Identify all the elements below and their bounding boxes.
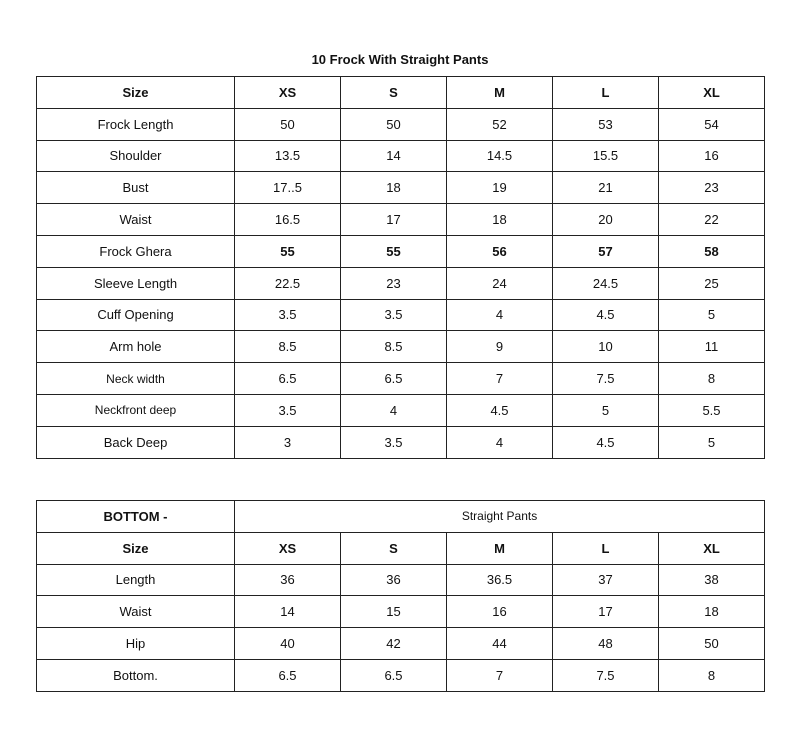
table-cell: 50: [235, 108, 341, 140]
table-cell: 21: [553, 172, 659, 204]
table-cell: 7.5: [553, 659, 659, 691]
table-row: [37, 140, 765, 172]
header-cell: Size: [37, 532, 235, 564]
row-label: Neckfront deep: [37, 394, 235, 426]
header-cell: M: [447, 532, 553, 564]
table-cell: 18: [659, 596, 765, 628]
table-cell: 10: [553, 331, 659, 363]
table-cell: 52: [447, 108, 553, 140]
table-cell: 11: [659, 331, 765, 363]
table-cell: 4: [341, 394, 447, 426]
table-cell: 17: [341, 204, 447, 236]
table-cell: 8.5: [235, 331, 341, 363]
table-row: [37, 299, 765, 331]
table-cell: 14: [235, 596, 341, 628]
table-row: [37, 426, 765, 458]
table-cell: 15: [341, 596, 447, 628]
header-row: [37, 77, 765, 109]
table-cell: 44: [447, 628, 553, 660]
row-label: Waist: [37, 204, 235, 236]
header-cell: XL: [659, 532, 765, 564]
table-cell: 4.5: [447, 394, 553, 426]
table-cell: 4: [447, 426, 553, 458]
table-cell: 54: [659, 108, 765, 140]
row-label: Frock Ghera: [37, 235, 235, 267]
table-cell: 58: [659, 235, 765, 267]
table-cell: 16.5: [235, 204, 341, 236]
header-cell: XL: [659, 77, 765, 109]
table-cell: 18: [447, 204, 553, 236]
table-cell: 56: [447, 235, 553, 267]
table-cell: 7: [447, 659, 553, 691]
table-cell: 5: [659, 299, 765, 331]
table-cell: 14: [341, 140, 447, 172]
table-cell: 5: [553, 394, 659, 426]
table-cell: 16: [659, 140, 765, 172]
table-cell: 5.5: [659, 394, 765, 426]
table-row: [37, 108, 765, 140]
header-cell: S: [341, 532, 447, 564]
header-cell: M: [447, 77, 553, 109]
table-row: [37, 659, 765, 691]
table-cell: 15.5: [553, 140, 659, 172]
table-cell: 42: [341, 628, 447, 660]
table-cell: 4.5: [553, 299, 659, 331]
table-cell: 20: [553, 204, 659, 236]
row-label: Hip: [37, 628, 235, 660]
table-cell: 6.5: [235, 659, 341, 691]
table-cell: 3.5: [235, 394, 341, 426]
header-cell: S: [341, 77, 447, 109]
header-cell: XS: [235, 532, 341, 564]
table-cell: 24.5: [553, 267, 659, 299]
table-cell: 22.5: [235, 267, 341, 299]
table-cell: 37: [553, 564, 659, 596]
row-label: Length: [37, 564, 235, 596]
bottom-size-chart: [36, 500, 765, 692]
table-cell: 17: [553, 596, 659, 628]
table-cell: 5: [659, 426, 765, 458]
row-label: Bottom.: [37, 659, 235, 691]
table-row: [37, 628, 765, 660]
table-cell: 36.5: [447, 564, 553, 596]
table-cell: 55: [235, 235, 341, 267]
table-cell: 48: [553, 628, 659, 660]
table-cell: 50: [659, 628, 765, 660]
row-label: Arm hole: [37, 331, 235, 363]
table-cell: 8.5: [341, 331, 447, 363]
table-row: [37, 172, 765, 204]
table-cell: 4.5: [553, 426, 659, 458]
table-cell: 6.5: [341, 363, 447, 395]
header-cell: Size: [37, 77, 235, 109]
table-cell: 18: [341, 172, 447, 204]
table-cell: 3.5: [235, 299, 341, 331]
section-label: BOTTOM -: [37, 501, 235, 533]
table-cell: 8: [659, 363, 765, 395]
table-cell: 40: [235, 628, 341, 660]
header-cell: XS: [235, 77, 341, 109]
table-row: [37, 363, 765, 395]
row-label: Bust: [37, 172, 235, 204]
table-cell: 17..5: [235, 172, 341, 204]
row-label: Back Deep: [37, 426, 235, 458]
table-row: [37, 596, 765, 628]
header-row: [37, 532, 765, 564]
table-cell: 22: [659, 204, 765, 236]
table-row: [37, 564, 765, 596]
table-row: [37, 267, 765, 299]
table-cell: 19: [447, 172, 553, 204]
row-label: Frock Length: [37, 108, 235, 140]
table-cell: 13.5: [235, 140, 341, 172]
table-cell: 4: [447, 299, 553, 331]
table-cell: 9: [447, 331, 553, 363]
row-label: Neck width: [37, 363, 235, 395]
table-cell: 3.5: [341, 299, 447, 331]
table-cell: 16: [447, 596, 553, 628]
section-row: [37, 501, 765, 533]
table-cell: 57: [553, 235, 659, 267]
row-label: Shoulder: [37, 140, 235, 172]
row-label: Waist: [37, 596, 235, 628]
table-cell: 25: [659, 267, 765, 299]
table-cell: 38: [659, 564, 765, 596]
table-cell: 36: [341, 564, 447, 596]
table-cell: 7: [447, 363, 553, 395]
table-row: [37, 204, 765, 236]
top-size-chart: [36, 76, 765, 459]
header-cell: L: [553, 532, 659, 564]
table-cell: 36: [235, 564, 341, 596]
section-value: Straight Pants: [235, 501, 765, 533]
table-row: [37, 331, 765, 363]
table-cell: 3: [235, 426, 341, 458]
table-cell: 23: [341, 267, 447, 299]
table-cell: 7.5: [553, 363, 659, 395]
table-cell: 23: [659, 172, 765, 204]
table-row: [37, 235, 765, 267]
row-label: Cuff Opening: [37, 299, 235, 331]
table-cell: 6.5: [341, 659, 447, 691]
table-cell: 8: [659, 659, 765, 691]
table-cell: 24: [447, 267, 553, 299]
table-row: [37, 394, 765, 426]
table-cell: 3.5: [341, 426, 447, 458]
header-cell: L: [553, 77, 659, 109]
table-cell: 50: [341, 108, 447, 140]
table-cell: 55: [341, 235, 447, 267]
page-title: 10 Frock With Straight Pants: [311, 52, 489, 67]
row-label: Sleeve Length: [37, 267, 235, 299]
table-cell: 6.5: [235, 363, 341, 395]
table-cell: 53: [553, 108, 659, 140]
table-cell: 14.5: [447, 140, 553, 172]
